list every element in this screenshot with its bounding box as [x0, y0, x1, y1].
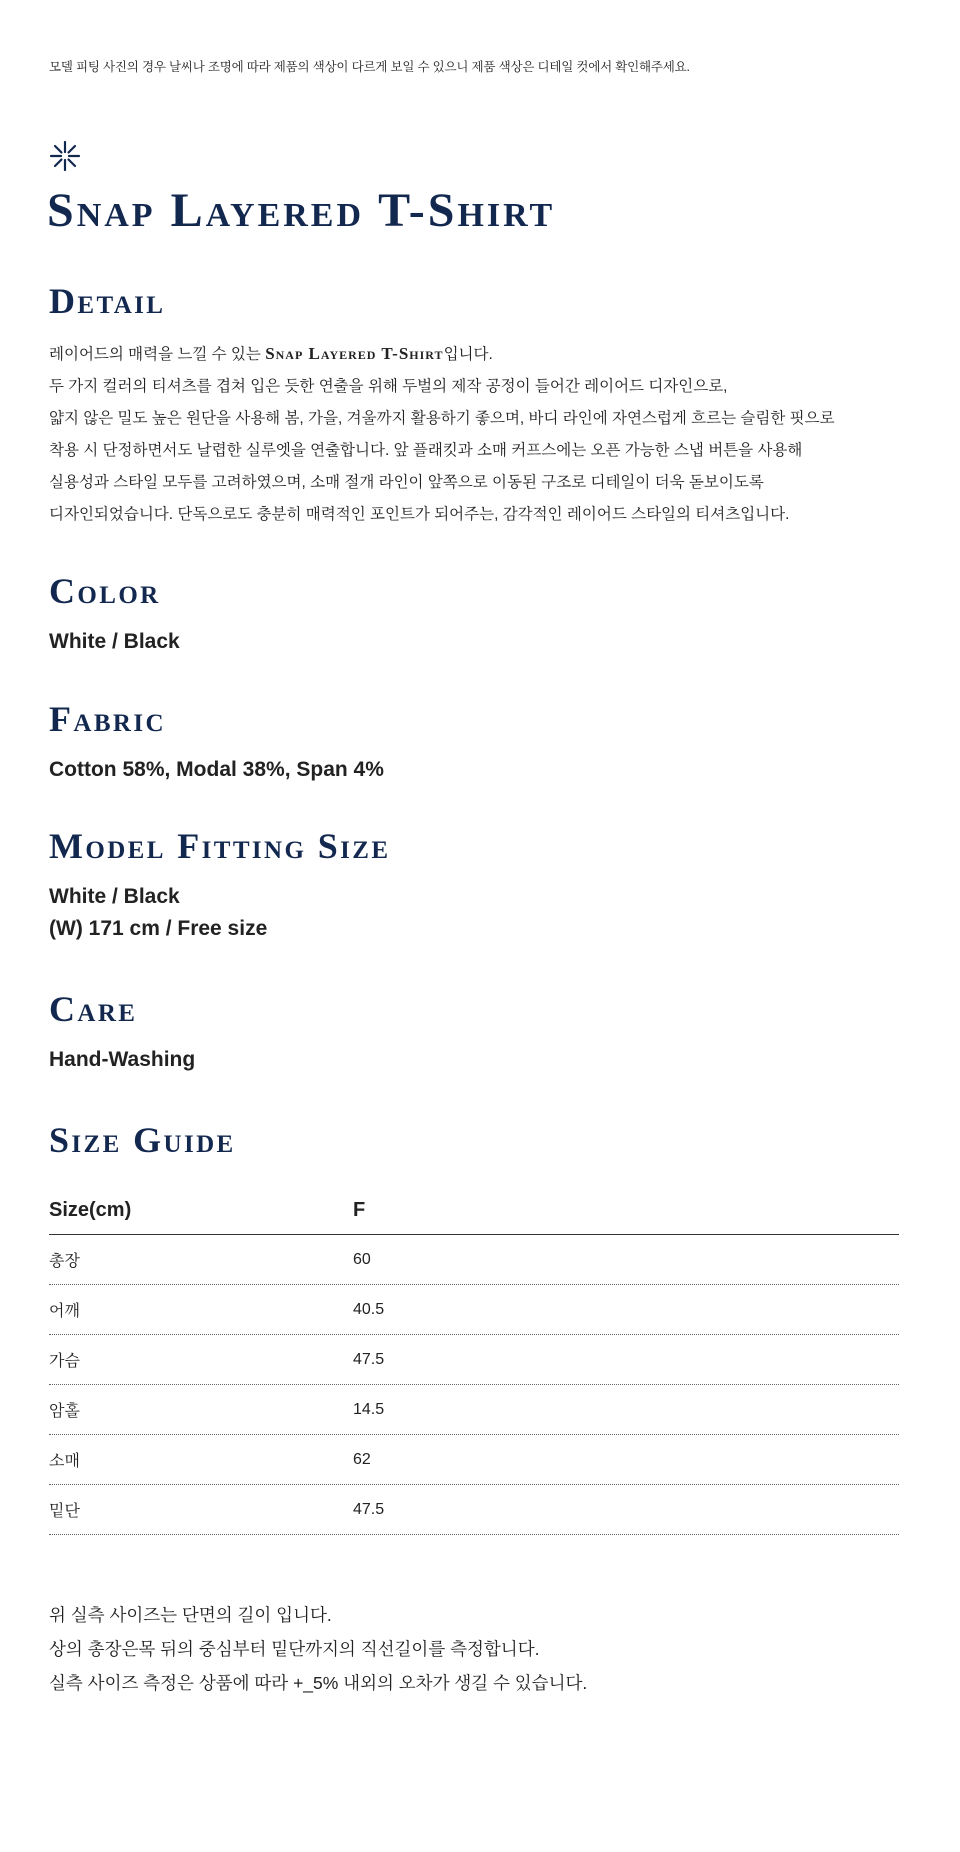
- detail-intro-line: [49, 338, 835, 371]
- detail-heading: Detail: [49, 281, 166, 321]
- table-row: [49, 1435, 899, 1485]
- measurement-value: 60: [353, 1250, 371, 1268]
- measurement-value: 40.5: [353, 1300, 385, 1318]
- size-note: 위 실측 사이즈는 단면의 길이 입니다.: [49, 1605, 332, 1625]
- detail-line: 두 가지 컬러의 티셔츠를 겹쳐 입은 듯한 연출을 위해 두벌의 제작 공정이 들어간 레이어드 디자인으로,: [49, 378, 728, 395]
- care-value: Hand-Washing: [49, 1048, 196, 1071]
- detail-line: 얇지 않은 밀도 높은 원단을 사용해 봄, 가을, 겨울까지 활용하기 좋으며, 바디 라인에 자연스럽게 흐르는 슬림한 핏으로: [49, 410, 835, 427]
- detail-line: 착용 시 단정하면서도 날렵한 실루엣을 연출합니다. 앞 플래킷과 소매 커프스에는 오픈 가능한 스냅 버튼을 사용해: [49, 442, 803, 459]
- size-note: 상의 총장은목 뒤의 중심부터 밑단까지의 직선길이를 측정합니다.: [49, 1639, 540, 1659]
- measurement-value: 62: [353, 1450, 371, 1468]
- detail-description: [49, 338, 835, 531]
- table-row: [49, 1485, 899, 1535]
- model-fitting-color: White / Black: [49, 885, 180, 908]
- measurement-label: 밑단: [49, 1503, 80, 1520]
- table-row: [49, 1235, 899, 1285]
- model-fitting-size: (W) 171 cm / Free size: [49, 917, 268, 940]
- color-notice: 모델 피팅 사진의 경우 날씨나 조명에 따라 제품의 색상이 다르게 보일 수 있으니 제품 색상은 디테일 컷에서 확인해주세요.: [49, 60, 690, 74]
- size-note: 실측 사이즈 측정은 상품에 따라 +_5% 내외의 오차가 생길 수 있습니다.: [49, 1673, 588, 1693]
- measurement-value: 47.5: [353, 1500, 385, 1518]
- care-heading: Care: [49, 989, 138, 1029]
- detail-line: 디자인되었습니다. 단독으로도 충분히 매력적인 포인트가 되어주는, 감각적인 레이어드 스타일의 티셔츠입니다.: [49, 506, 790, 523]
- free-size-column-header: F: [353, 1198, 366, 1221]
- detail-intro-suffix: 입니다.: [443, 346, 493, 363]
- size-guide-heading: Size Guide: [49, 1120, 236, 1160]
- measurement-value: 47.5: [353, 1350, 385, 1368]
- detail-line: 실용성과 스타일 모두를 고려하였으며, 소매 절개 라인이 앞쪽으로 이동된 구조로 디테일이 더욱 돋보이도록: [49, 474, 764, 491]
- model-fitting-value: [49, 881, 267, 945]
- color-value: White / Black: [49, 630, 180, 653]
- table-row: [49, 1385, 899, 1435]
- model-fitting-heading: Model Fitting Size: [49, 826, 391, 866]
- product-title: Snap Layered T-Shirt: [47, 184, 556, 237]
- measurement-label: 가슴: [49, 1353, 80, 1370]
- size-notes: [49, 1598, 587, 1700]
- sparkle-icon: [49, 140, 81, 172]
- detail-product-name: Snap Layered T-Shirt: [265, 344, 444, 363]
- measurement-label: 암홀: [49, 1403, 80, 1420]
- detail-intro-prefix: 레이어드의 매력을 느낄 수 있는: [49, 346, 266, 363]
- size-column-header: Size(cm): [49, 1198, 132, 1221]
- measurement-label: 어깨: [49, 1303, 80, 1320]
- measurement-label: 소매: [49, 1453, 80, 1470]
- measurement-value: 14.5: [353, 1400, 385, 1418]
- table-row: [49, 1335, 899, 1385]
- fabric-value: Cotton 58%, Modal 38%, Span 4%: [49, 758, 384, 781]
- size-table-header: [49, 1186, 899, 1235]
- measurement-label: 총장: [49, 1253, 80, 1270]
- size-table: [49, 1186, 899, 1535]
- fabric-heading: Fabric: [49, 699, 166, 739]
- table-row: [49, 1285, 899, 1335]
- color-heading: Color: [49, 571, 161, 611]
